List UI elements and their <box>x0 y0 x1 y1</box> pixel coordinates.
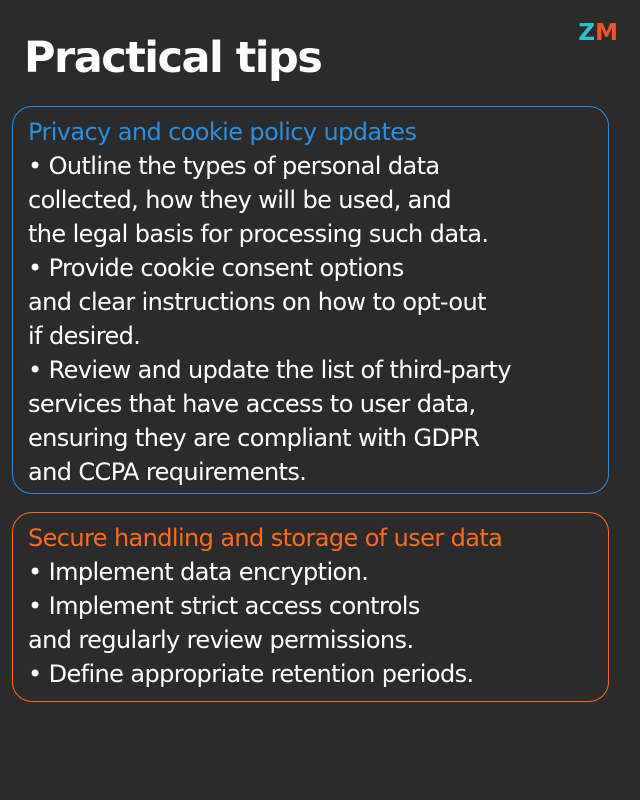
privacy-line: and clear instructions on how to opt-out <box>28 288 486 316</box>
privacy-line: and CCPA requirements. <box>28 458 307 486</box>
secure-data-heading: Secure handling and storage of user data <box>28 524 503 552</box>
logo-letter-m: M <box>595 20 618 46</box>
privacy-line: ensuring they are compliant with GDPR <box>28 424 480 452</box>
secure-data-line: • Implement strict access controls <box>28 592 420 620</box>
secure-data-line: • Implement data encryption. <box>28 558 369 586</box>
page-title: Practical tips <box>24 33 322 83</box>
privacy-line: the legal basis for processing such data. <box>28 220 489 248</box>
brand-logo <box>578 20 618 46</box>
secure-data-line: and regularly review permissions. <box>28 626 414 654</box>
privacy-line: • Review and update the list of third-party <box>28 356 511 384</box>
secure-data-card <box>12 512 609 702</box>
secure-data-line: • Define appropriate retention periods. <box>28 660 474 688</box>
privacy-line: collected, how they will be used, and <box>28 186 452 214</box>
privacy-line: • Provide cookie consent options <box>28 254 404 282</box>
privacy-line: • Outline the types of personal data <box>28 152 440 180</box>
logo-letter-z: Z <box>578 20 596 46</box>
privacy-line: if desired. <box>28 322 141 350</box>
privacy-policy-heading: Privacy and cookie policy updates <box>28 118 417 146</box>
privacy-line: services that have access to user data, <box>28 390 476 418</box>
privacy-policy-card <box>12 106 609 494</box>
